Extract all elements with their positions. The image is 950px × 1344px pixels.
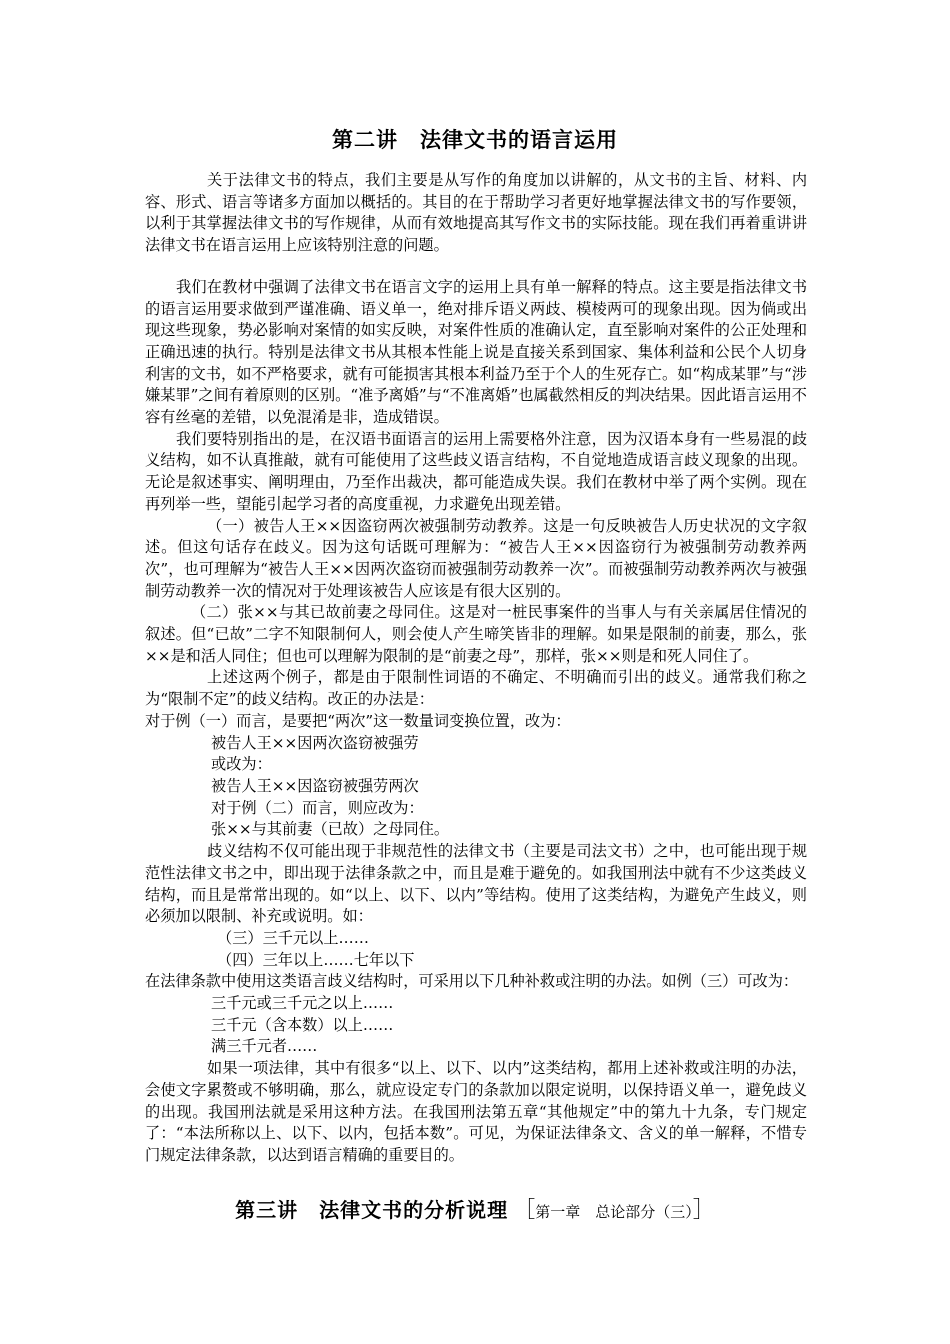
lecture-3-heading	[0, 1193, 950, 1224]
example-2: （二）张××与其已故前妻之母同住。这是对一桩民事案件的当事人与有关亲属居住情况的叙述。但“已故”二字不知限制何人，则会使人产生啼笑皆非的理解。如果是限制的前妻，那么，张××是和活人同住；但也可以理解为限制的是“前妻之母”，那样，张××则是和死人同住了。	[145, 603, 807, 665]
line-or-change: 或改为：	[211, 755, 272, 774]
line-remedy-3: 满三千元者……	[211, 1037, 318, 1056]
lecture-3-title: 第三讲 法律文书的分析说理	[235, 1198, 509, 1222]
example-4: （四）三年以上……七年以下	[217, 950, 415, 969]
lecture-2-title: 第二讲 法律文书的语言运用	[332, 127, 618, 152]
paragraph-limit-undefined: 上述这两个例子，都是由于限制性词语的不确定、不明确而引出的歧义。通常我们称之为“限制不定”的歧义结构。改正的办法是：	[145, 668, 807, 709]
paragraph-gap	[145, 257, 807, 277]
line-remedy-1: 三千元或三千元之以上……	[211, 994, 394, 1013]
example-3: （三）三千元以上……	[217, 928, 369, 947]
lecture-3-subtitle: 第一章 总论部分（三）	[535, 1203, 693, 1221]
line-fix-example-2: 对于例（二）而言，则应改为：	[211, 798, 424, 817]
paragraph-remedy: 在法律条款中使用这类语言歧义结构时，可采用以下几种补救或注明的办法。如例（三）可改为：	[145, 972, 799, 991]
lecture-2-body	[145, 170, 807, 1167]
line-corrected-3: 张××与其前妻（已故）之母同住。	[211, 820, 450, 839]
paragraph-ambiguity: 我们要特别指出的是，在汉语书面语言的运用上需要格外注意，因为汉语本身有一些易混的歧义结构，如不认真推敲，就有可能使用了这些歧义语言结构，不自觉地造成语言歧义现象的出现。无论是叙述事实、阐明理由，乃至作出裁决，都可能造成失误。我们在教材中举了两个实例。现在再列举一些，望能引起学习者的高度重视，力求避免出现差错。	[145, 429, 807, 513]
paragraph-single-meaning: 我们在教材中强调了法律文书在语言文字的运用上具有单一解释的特点。这主要是指法律文书的语言运用要求做到严谨准确、语义单一，绝对排斥语义两歧、模棱两可的现象出现。因为倘或出现这些现象，势必影响对案情的如实反映，对案件性质的准确认定，直至影响对案件的公正处理和正确迅速的执行。特别是法律文书从其根本性能上说是直接关系到国家、集体利益和公民个人切身利害的文书，如不严格要求，就有可能损害其根本利益乃至于个人的生死存亡。如“构成某罪”与“涉嫌某罪”之间有着原则的区别。“准予离婚”与“不准离婚”也属截然相反的判决结果。因此语言运用不容有丝毫的差错，以免混淆是非，造成错误。	[145, 277, 807, 427]
bracket-open: ［	[513, 1198, 536, 1223]
paragraph-conclusion: 如果一项法律，其中有很多“以上、以下、以内”这类结构，都用上述补救或注明的办法，会使文字累赘或不够明确，那么，就应设定专门的条款加以限定说明，以保持语义单一，避免歧义的出现。我国刑法就是采用这种方法。在我国刑法第五章“其他规定”中的第九十九条，专门规定了：“本法所称以上、以下、以内，包括本数”。可见，为保证法律条文、含义的单一解释，不惜专门规定法律条款，以达到语言精确的重要目的。	[145, 1059, 807, 1164]
example-1: （一）被告人王××因盗窃两次被强制劳动教养。这是一句反映被告人历史状况的文字叙述。但这句话存在歧义。因为这句话既可理解为：“被告人王××因盗窃行为被强制劳动教养两次”，也可理解为“被告人王××因两次盗窃而被强制劳动教养一次”。而被强制劳动教养两次与被强制劳动教养一次的情况对于处理该被告人应该是有很大区别的。	[145, 516, 807, 600]
paragraph-normative: 歧义结构不仅可能出现于非规范性的法律文书（主要是司法文书）之中，也可能出现于规范性法律文书之中，即出现于法律条款之中，而且是难于避免的。如我国刑法中就有不少这类歧义结构，而且是常常出现的。如“以上、以下、以内”等结构。使用了这类结构，为避免产生歧义，则必须加以限制、补充或说明。如：	[145, 842, 807, 926]
bracket-close: ］	[692, 1198, 715, 1223]
line-corrected-2: 被告人王××因盗窃被强劳两次	[211, 776, 419, 795]
line-fix-example-1: 对于例（一）而言，是要把“两次”这一数量词变换位置，改为：	[145, 711, 571, 730]
line-remedy-2: 三千元（含本数）以上……	[211, 1015, 394, 1034]
line-corrected-1: 被告人王××因两次盗窃被强劳	[211, 733, 419, 752]
intro-paragraph: 关于法律文书的特点，我们主要是从写作的角度加以讲解的，从文书的主旨、材料、内容、形式、语言等诸多方面加以概括的。其目的在于帮助学习者更好地掌握法律文书的写作要领，以利于其掌握法律文书的写作规律，从而有效地提高其写作文书的实际技能。现在我们再着重讲讲法律文书在语言运用上应该特别注意的问题。	[145, 171, 807, 255]
